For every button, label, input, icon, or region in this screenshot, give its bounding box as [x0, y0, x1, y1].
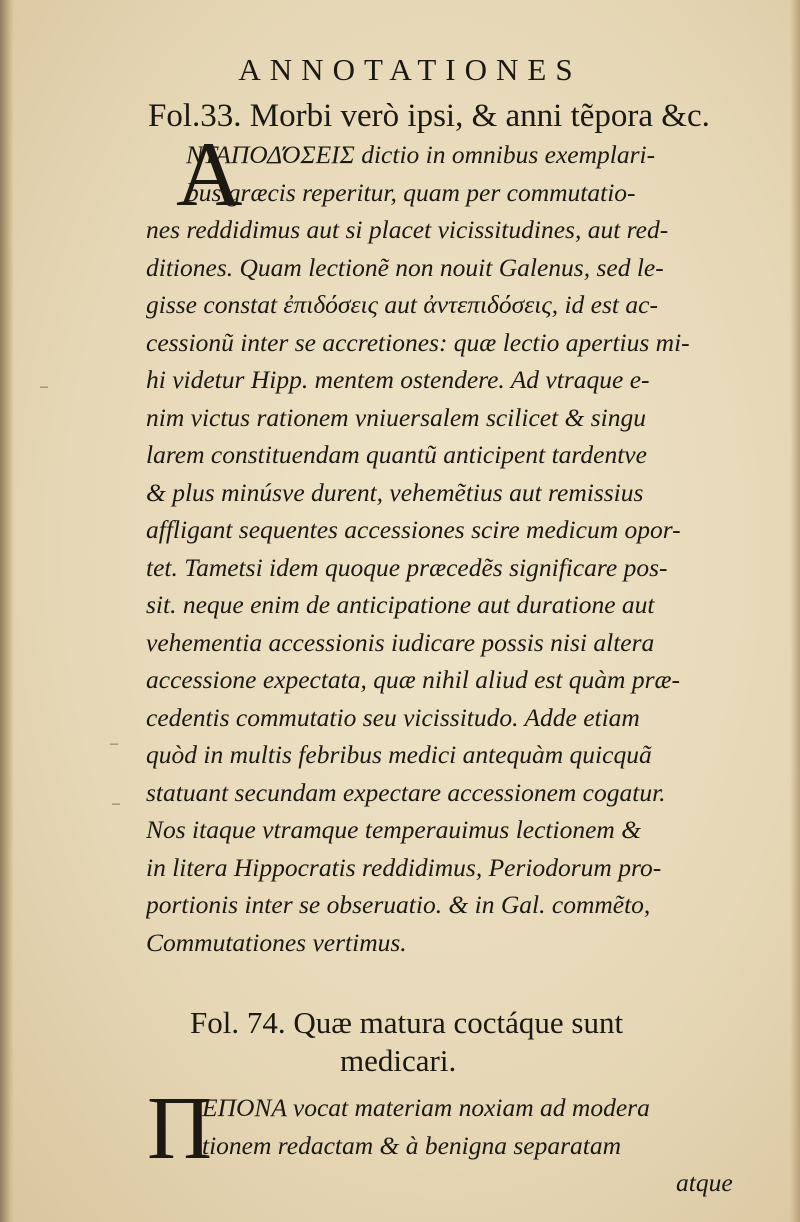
text-line: ΕΠΟΝΑ vocat materiam noxiam ad modera: [202, 1093, 650, 1122]
text-line: bus græcis reperitur, quam per commutatio-: [186, 177, 636, 207]
text-line: vehementia accessionis iudicare possis nisi altera: [146, 627, 655, 657]
drop-cap-pi: Π: [147, 1079, 212, 1178]
text-line: Nos itaque vtramque temperauimus lectionem &: [146, 815, 642, 844]
folio-reference-74: [190, 1004, 623, 1080]
text-line: portionis inter se obseruatio. & in Gal. commẽto,: [146, 890, 651, 919]
text-line: statuant secundam expectare accessionem cogatur.: [146, 777, 666, 807]
running-head: ANNOTATIONES: [238, 52, 582, 87]
margin-mark: ‒: [40, 378, 48, 395]
page-edge: [790, 0, 800, 1222]
annotation-body-2: [146, 1089, 742, 1202]
page-gutter: [0, 0, 14, 1222]
text-line: & plus minúsve durent, vehemẽtius aut remissius: [146, 477, 644, 507]
folio-reference-33: Fol.33. Morbi verò ipsi, & anni tẽpora &c.: [148, 98, 710, 134]
text-line: larem constituendam quantũ anticipent tardentve: [146, 440, 647, 469]
text-line: in litera Hippocratis reddidimus, Periodorum pro-: [146, 852, 662, 882]
text-line: cessionũ inter se accretiones: quæ lectio apertius mi-: [146, 327, 690, 357]
margin-mark: ‒: [110, 735, 118, 752]
margin-mark: ‒: [112, 795, 120, 812]
text-line: affligant sequentes accessiones scire medicum opor-: [146, 515, 681, 544]
text-line: accessione expectata, quæ nihil aliud est quàm præ-: [146, 665, 680, 694]
folio-74-heading-line1: Fol. 74. Quæ matura coctáque sunt: [190, 1005, 624, 1040]
text-line: hi videtur Hipp. mentem ostendere. Ad vtraque e-: [146, 365, 650, 394]
text-line: atque: [676, 1168, 733, 1197]
text-line: ditiones. Quam lectionẽ non nouit Galenus, sed le-: [146, 252, 664, 282]
folio-74-heading-line2: medicari.: [340, 1043, 457, 1078]
text-line: tionem redactam & à benigna separatam: [202, 1130, 622, 1160]
text-line: nim victus rationem vniuersalem scilicet & singu: [146, 402, 647, 432]
text-line: tet. Tametsi idem quoque præcedẽs significare pos-: [146, 552, 668, 582]
text-line: sit. neque enim de anticipatione aut duratione aut: [146, 590, 655, 619]
drop-cap-a: A: [176, 123, 243, 225]
text-line: nes reddidimus aut si placet vicissitudines, aut red-: [146, 215, 669, 244]
text-line: cedentis commutatio seu vicissitudo. Adde etiam: [146, 702, 640, 732]
text-line: gisse constat ἐπιδόσεις aut ἀντεπιδόσεις, id est ac-: [146, 290, 658, 319]
annotation-body-1: [146, 136, 742, 961]
text-line: ΝΤΑΠΟΔΌΣΕΙΣ dictio in omnibus exemplari-: [186, 140, 656, 169]
text-line: quòd in multis febribus medici antequàm quicquã: [146, 740, 652, 769]
text-line: Commutationes vertimus.: [146, 927, 407, 957]
